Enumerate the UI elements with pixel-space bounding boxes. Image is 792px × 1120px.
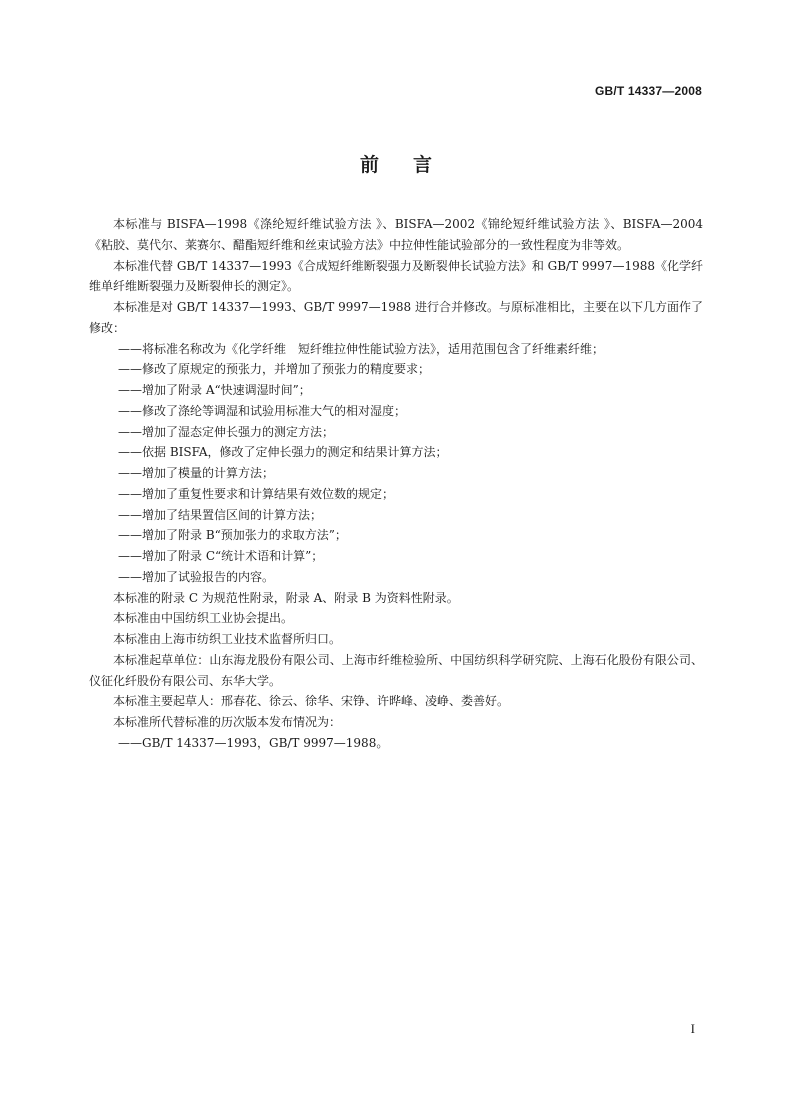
paragraph-changes-intro: 本标准是对 GB/T 14337—1993、GB/T 9997—1988 进行合并修改。与原标准相比，主要在以下几方面作了修改： — [89, 300, 703, 335]
list-item: ——增加了模量的计算方法； — [118, 466, 275, 480]
list-item: ——增加了附录 A“快速调湿时间”； — [118, 383, 311, 397]
paragraph-drafters: 本标准主要起草人：邢春花、徐云、徐华、宋铮、许晔峰、凌峥、娄善好。 — [113, 694, 510, 709]
paragraph-centralized-by: 本标准由上海市纺织工业技术监督所归口。 — [113, 632, 342, 646]
foreword-body — [89, 214, 703, 754]
paragraph-drafting-units: 本标准起草单位：山东海龙股份有限公司、上海市纤维检验所、中国纺织科学研究院、上海石化股份有限公司、仪征化纤股份有限公司、东华大学。 — [89, 652, 703, 688]
list-item: ——增加了附录 C“统计术语和计算”； — [118, 549, 324, 563]
list-item: ——增加了试验报告的内容。 — [118, 569, 275, 584]
paragraph-history-intro: 本标准所代替标准的历次版本发布情况为： — [113, 715, 342, 729]
list-item: ——修改了涤纶等调湿和试验用标准大气的相对湿度； — [118, 403, 407, 418]
list-item: ——增加了附录 B“预加张力的求取方法”； — [118, 528, 347, 543]
paragraph-consistency: 本标准与 BISFA—1998《涤纶短纤维试验方法 》、BISFA—2002《锦纶短纤维试验方法 》、BISFA—2004《粘胶、莫代尔、莱赛尔、醋酯短纤维和丝束试验方法》中拉伸性能试验部分的一致性程度为非等效。 — [89, 217, 703, 252]
list-item: ——修改了原规定的预张力，并增加了预张力的精度要求； — [118, 362, 431, 377]
paragraph-proposed-by: 本标准由中国纺织工业协会提出。 — [113, 611, 294, 626]
changes-list — [89, 339, 703, 588]
paragraph-replaces: 本标准代替 GB/T 14337—1993《合成短纤维断裂强力及断裂伸长试验方法》和 GB/T 9997—1988《化学纤维单纤维断裂强力及断裂伸长的测定》。 — [89, 258, 703, 294]
page-number: I — [690, 1021, 695, 1036]
list-item: ——增加了结果置信区间的计算方法； — [118, 507, 323, 522]
list-item: ——增加了湿态定伸长强力的测定方法； — [118, 424, 335, 439]
standard-code: GB/T 14337—2008 — [594, 84, 702, 98]
history-item: ——GB/T 14337—1993，GB/T 9997—1988。 — [118, 735, 389, 750]
paragraph-annexes: 本标准的附录 C 为规范性附录，附录 A、附录 B 为资料性附录。 — [113, 590, 459, 605]
page-title: 前言 — [359, 154, 466, 176]
list-item: ——增加了重复性要求和计算结果有效位数的规定； — [118, 486, 395, 501]
list-item: ——将标准名称改为《化学纤维 短纤维拉伸性能试验方法》，适用范围包含了纤维素纤维； — [118, 341, 605, 356]
list-item: ——依据 BISFA，修改了定伸长强力的测定和结果计算方法； — [118, 445, 448, 460]
